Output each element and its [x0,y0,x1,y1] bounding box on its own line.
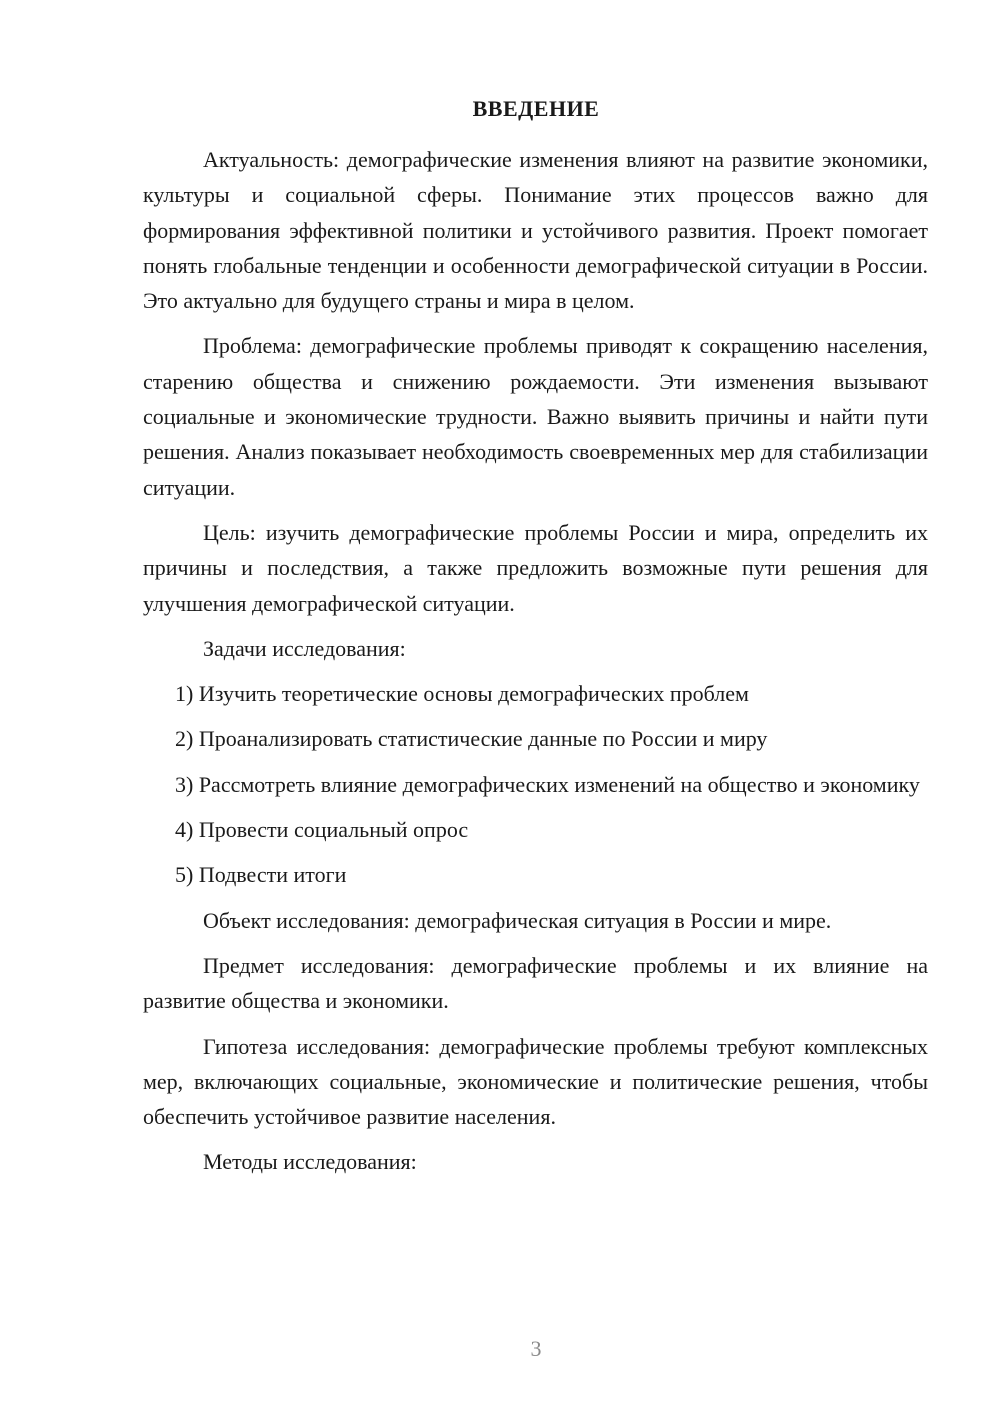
paragraph-relevance: Актуальность: демографические изменения влияют на развитие экономики, культуры и социальной сферы. Понимание этих процессов важно для формирования эффективной политики и устойчивого развития. Проект помогает понять глобальные тенденции и особенности демографической ситуации в России. Это актуально для будущего страны и мира в целом. [143,147,928,314]
paragraph-goal: Цель: изучить демографические проблемы России и мира, определить их причины и последствия, а также предложить возможные пути решения для улучшения демографической ситуации. [143,519,928,616]
task-item-1: 1) Изучить теоретические основы демографических проблем [175,681,749,707]
paragraph-problem: Проблема: демографические проблемы приводят к сокращению населения, старению общества и снижению рождаемости. Эти изменения вызывают социальные и экономические трудности. Важно выявить причины и найти пути решения. Анализ показывает необходимость своевременных мер для стабилизации ситуации. [143,333,928,500]
body-text [143,142,928,1190]
section-title: ВВЕДЕНИЕ [472,96,600,121]
paragraph-tasks-heading: Задачи исследования: [203,635,406,661]
task-item-3: 3) Рассмотреть влияние демографических изменений на общество и экономику [175,771,920,797]
page-number: 3 [530,1336,542,1361]
task-item-5: 5) Подвести итоги [175,862,347,888]
paragraph-subject: Предмет исследования: демографические проблемы и их влияние на развитие общества и экономики. [143,952,928,1014]
paragraph-methods: Методы исследования: [203,1149,417,1175]
task-item-2: 2) Проанализировать статистические данные по России и миру [175,726,768,752]
paragraph-hypothesis: Гипотеза исследования: демографические проблемы требуют комплексных мер, включающих социальные, экономические и политические решения, чтобы обеспечить устойчивое развитие населения. [143,1033,928,1130]
paragraph-object: Объект исследования: демографическая ситуация в России и мире. [203,907,832,933]
task-item-4: 4) Провести социальный опрос [175,817,469,843]
